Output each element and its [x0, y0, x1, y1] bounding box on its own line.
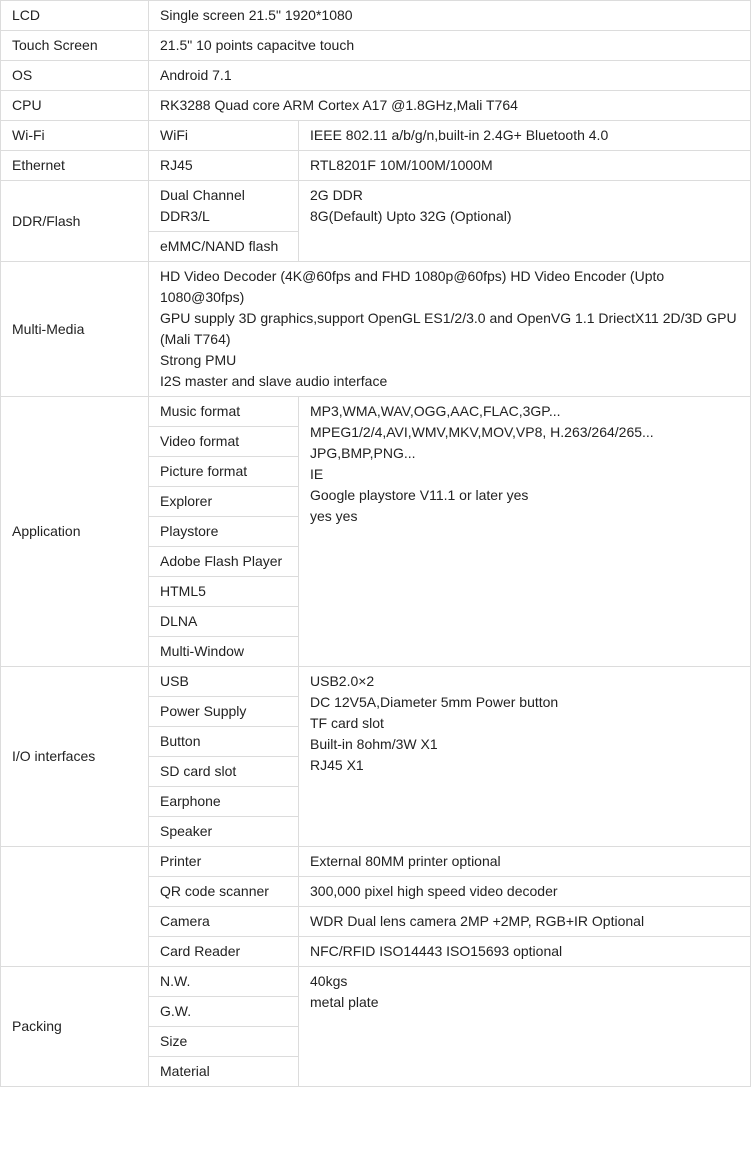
io-value-line: USB2.0×2 — [310, 673, 375, 689]
table-row-extras — [1, 847, 751, 877]
row-label-application: Application — [1, 397, 149, 667]
row-item-application: Playstore — [149, 517, 299, 547]
row-value-extras: WDR Dual lens camera 2MP +2MP, RGB+IR Optional — [299, 907, 751, 937]
row-item-application: Multi-Window — [149, 637, 299, 667]
table-row-packing — [1, 967, 751, 997]
application-value-line: Google playstore V11.1 or later yes — [310, 487, 529, 503]
row-value-wifi: IEEE 802.11 a/b/g/n,built-in 2.4G+ Bluetooth 4.0 — [299, 121, 751, 151]
row-item-packing: G.W. — [149, 997, 299, 1027]
application-value-line: MP3,WMA,WAV,OGG,AAC,FLAC,3GP... — [310, 403, 561, 419]
table-row-wifi — [1, 121, 751, 151]
row-label-touch-screen: Touch Screen — [1, 31, 149, 61]
row-value-touch-screen: 21.5" 10 points capacitve touch — [149, 31, 751, 61]
row-label-wifi: Wi-Fi — [1, 121, 149, 151]
table-row-multimedia — [1, 262, 751, 397]
application-value-line: yes yes — [310, 508, 358, 524]
row-value-extras: 300,000 pixel high speed video decoder — [299, 877, 751, 907]
table-row-os — [1, 61, 751, 91]
multimedia-line: I2S master and slave audio interface — [160, 373, 388, 389]
row-item-io: Button — [149, 727, 299, 757]
row-item-packing: Material — [149, 1057, 299, 1087]
row-label-cpu: CPU — [1, 91, 149, 121]
table-row-lcd — [1, 1, 751, 31]
row-value-packing — [299, 967, 751, 1087]
application-value-line: MPEG1/2/4,AVI,WMV,MKV,MOV,VP8, H.263/264/265... — [310, 424, 654, 440]
ddr-value-line: 2G DDR — [310, 187, 363, 203]
row-item-wifi: WiFi — [149, 121, 299, 151]
ddr-value-line: 8G(Default) Upto 32G (Optional) — [310, 208, 512, 224]
row-item-application: Video format — [149, 427, 299, 457]
table-row-cpu — [1, 91, 751, 121]
packing-value-line: 40kgs — [310, 973, 348, 989]
row-label-ddr: DDR/Flash — [1, 181, 149, 262]
row-label-packing: Packing — [1, 967, 149, 1087]
io-value-line: Built-in 8ohm/3W X1 — [310, 736, 438, 752]
row-value-io — [299, 667, 751, 847]
row-label-os: OS — [1, 61, 149, 91]
row-item-ddr: Dual Channel DDR3/L — [149, 181, 299, 232]
row-value-application — [299, 397, 751, 667]
row-item-io: Earphone — [149, 787, 299, 817]
row-item-io: SD card slot — [149, 757, 299, 787]
row-item-io: USB — [149, 667, 299, 697]
row-item-application: Explorer — [149, 487, 299, 517]
row-item-ethernet: RJ45 — [149, 151, 299, 181]
packing-value-line: metal plate — [310, 994, 379, 1010]
table-row-touch-screen — [1, 31, 751, 61]
row-value-lcd: Single screen 21.5" 1920*1080 — [149, 1, 751, 31]
row-item-extras: Camera — [149, 907, 299, 937]
io-value-line: TF card slot — [310, 715, 384, 731]
table-row-io — [1, 667, 751, 697]
io-value-line: DC 12V5A,Diameter 5mm Power button — [310, 694, 559, 710]
row-value-extras: NFC/RFID ISO14443 ISO15693 optional — [299, 937, 751, 967]
row-value-extras: External 80MM printer optional — [299, 847, 751, 877]
row-item-application: HTML5 — [149, 577, 299, 607]
table-row-ddr — [1, 181, 751, 232]
multimedia-line: HD Video Decoder (4K@60fps and FHD 1080p@60fps) HD Video Encoder (Upto 1080@30fps) — [160, 268, 665, 305]
row-item-extras: Printer — [149, 847, 299, 877]
row-value-multimedia — [149, 262, 751, 397]
io-value-line: RJ45 X1 — [310, 757, 364, 773]
row-item-io: Power Supply — [149, 697, 299, 727]
row-value-ethernet: RTL8201F 10M/100M/1000M — [299, 151, 751, 181]
row-label-extras — [1, 847, 149, 967]
row-label-lcd: LCD — [1, 1, 149, 31]
application-value-line: IE — [310, 466, 324, 482]
row-label-multimedia: Multi-Media — [1, 262, 149, 397]
row-item-io: Speaker — [149, 817, 299, 847]
row-item-application: DLNA — [149, 607, 299, 637]
row-item-application: Adobe Flash Player — [149, 547, 299, 577]
multimedia-line: Strong PMU — [160, 352, 237, 368]
row-item-application: Picture format — [149, 457, 299, 487]
row-item-application: Music format — [149, 397, 299, 427]
row-item-extras: Card Reader — [149, 937, 299, 967]
table-row-application — [1, 397, 751, 427]
row-value-cpu: RK3288 Quad core ARM Cortex A17 @1.8GHz,Mali T764 — [149, 91, 751, 121]
row-value-ddr — [299, 181, 751, 262]
row-label-io: I/O interfaces — [1, 667, 149, 847]
row-item-packing: Size — [149, 1027, 299, 1057]
row-item-extras: QR code scanner — [149, 877, 299, 907]
row-item-ddr: eMMC/NAND flash — [149, 232, 299, 262]
row-label-ethernet: Ethernet — [1, 151, 149, 181]
row-value-os: Android 7.1 — [149, 61, 751, 91]
table-row-ethernet — [1, 151, 751, 181]
multimedia-line: GPU supply 3D graphics,support OpenGL ES1/2/3.0 and OpenVG 1.1 DriectX11 2D/3D GPU (Mali T764) — [160, 310, 737, 347]
row-item-packing: N.W. — [149, 967, 299, 997]
application-value-line: JPG,BMP,PNG... — [310, 445, 416, 461]
